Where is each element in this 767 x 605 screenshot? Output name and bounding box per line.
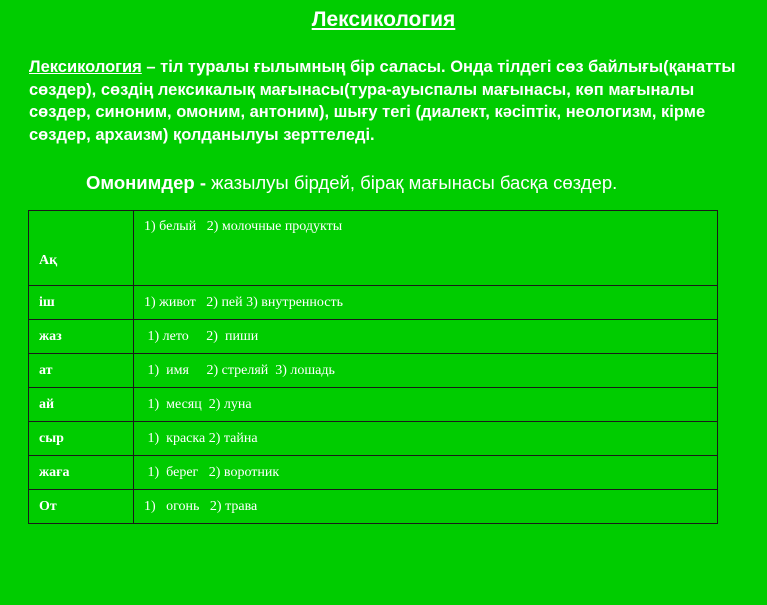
meanings-cell <box>134 422 718 456</box>
meanings-cell <box>134 456 718 490</box>
homonyms-table <box>28 210 718 524</box>
meanings-cell <box>134 320 718 354</box>
meanings-text: 1) берег 2) воротник <box>144 464 280 480</box>
table-row <box>29 456 718 490</box>
word-cell: Ақ <box>29 211 134 286</box>
meanings-text: 1) месяц 2) луна <box>144 396 252 412</box>
word-cell: ат <box>29 354 134 388</box>
definition-term: Лексикология <box>29 58 142 76</box>
table-row <box>29 320 718 354</box>
word-cell: іш <box>29 286 134 320</box>
meanings-text: 1) имя 2) стреляй 3) лошадь <box>144 362 335 378</box>
word-cell: сыр <box>29 422 134 456</box>
table-row <box>29 388 718 422</box>
word-cell: ай <box>29 388 134 422</box>
definition-text: – тіл туралы ғылымның бір саласы. Онда тілдегі сөз байлығы(қанатты сөздер), сөздің лексикалық мағынасы(тура-ауыспалы мағынасы, көп мағыналы сөздер, синоним, омоним, антоним), шығу тегі (диалект, кәсіптік, неологизм, кірме сөздер, архаизм) қолданылуы зерттеледі. <box>29 58 736 144</box>
homonyms-term: Омонимдер - <box>86 172 212 193</box>
meanings-text: 1) белый 2) молочные продукты <box>144 219 343 234</box>
meanings-cell <box>134 211 718 286</box>
meanings-text: 1) огонь 2) трава <box>144 498 258 514</box>
table-row <box>29 286 718 320</box>
homonyms-definition <box>86 172 617 194</box>
word-cell: жаз <box>29 320 134 354</box>
definition-paragraph <box>29 56 749 146</box>
table-row <box>29 211 718 286</box>
meanings-text: 1) краска 2) тайна <box>144 430 258 446</box>
table-row <box>29 422 718 456</box>
meanings-cell <box>134 388 718 422</box>
slide-title: Лексикология <box>311 8 456 31</box>
homonyms-text: жазылуы бірдей, бірақ мағынасы басқа сөздер. <box>211 172 618 193</box>
meanings-cell <box>134 286 718 320</box>
word-cell: От <box>29 490 134 524</box>
meanings-cell <box>134 490 718 524</box>
meanings-text: 1) живот 2) пей 3) внутренность <box>144 294 343 310</box>
table-row <box>29 490 718 524</box>
meanings-text: 1) лето 2) пиши <box>144 328 259 344</box>
meanings-cell <box>134 354 718 388</box>
word-cell: жаға <box>29 456 134 490</box>
table-row <box>29 354 718 388</box>
